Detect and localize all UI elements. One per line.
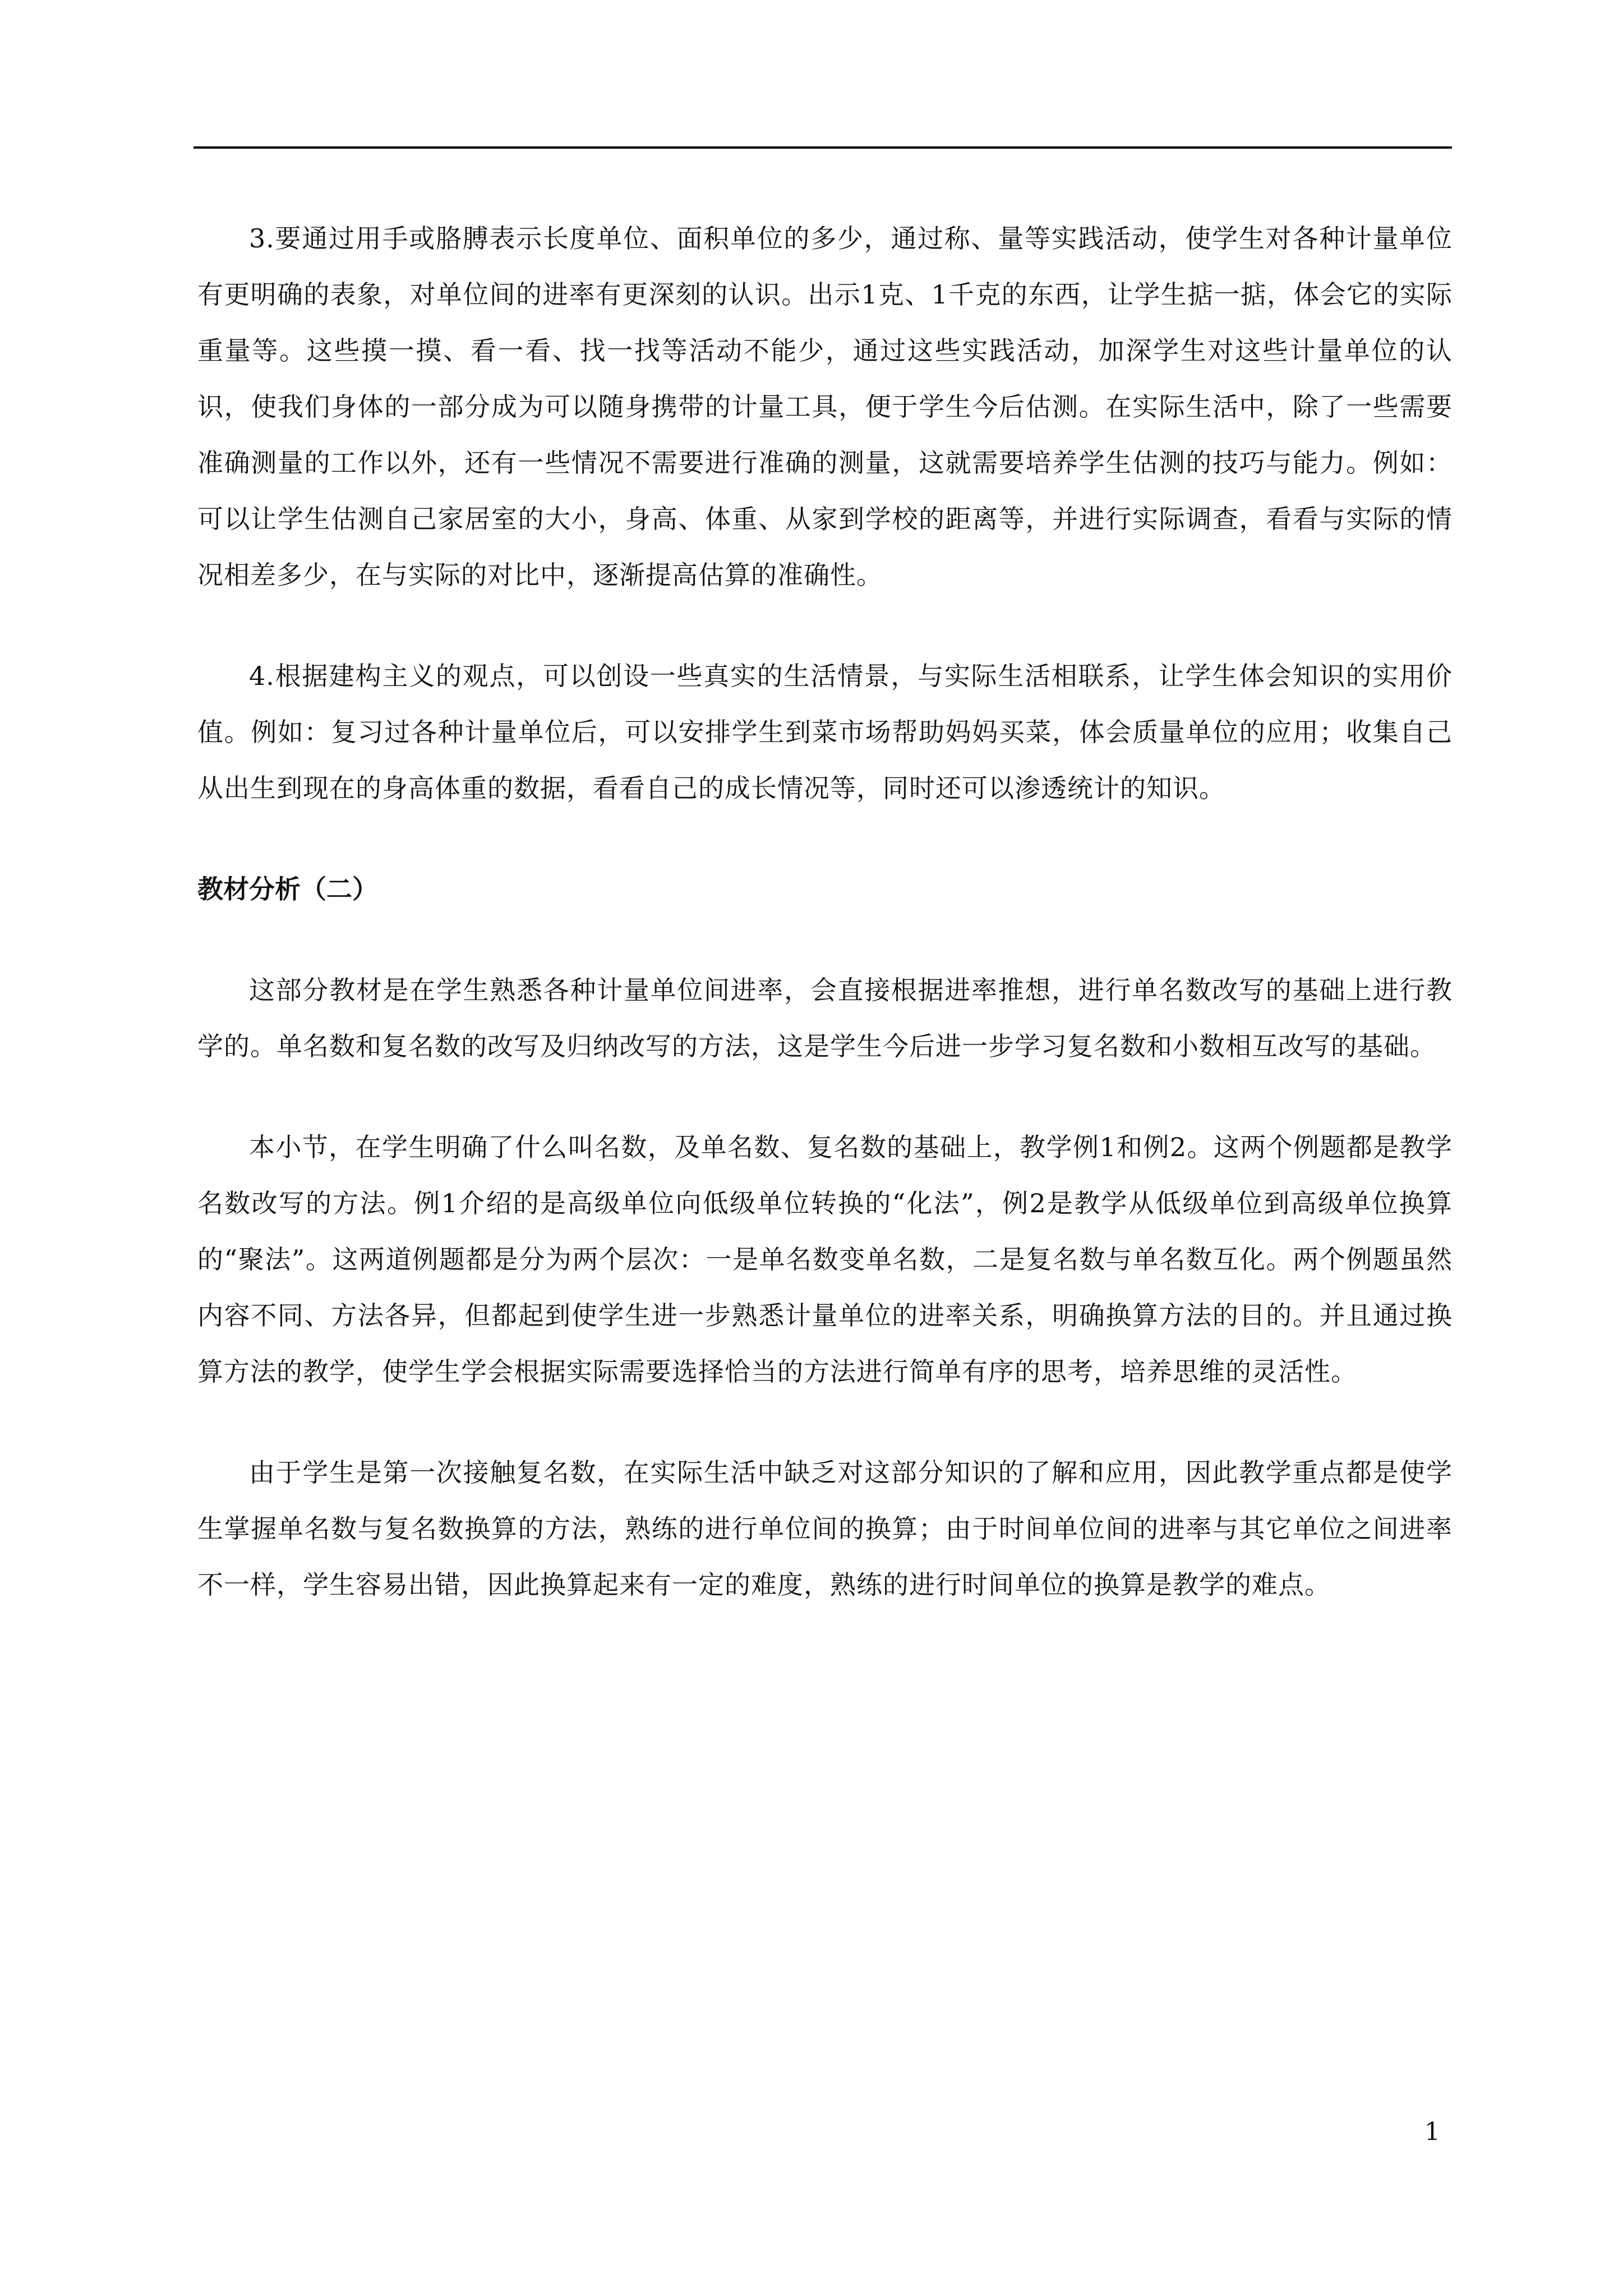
section-heading: 教材分析（二）: [197, 874, 378, 904]
page-number: 1: [1424, 2118, 1440, 2146]
paragraph-material-overview: 这部分教材是在学生熟悉各种计量单位间进率，会直接根据进率推想，进行单名数改写的基础上进行教学的。单名数和复名数的改写及归纳改写的方法，这是学生今后进一步学习复名数和小数相互改写的基础。: [197, 975, 1453, 1061]
paragraph-key-difficulties: 由于学生是第一次接触复名数，在实际生活中缺乏对这部分知识的了解和应用，因此教学重点都是使学生掌握单名数与复名数换算的方法，熟练的进行单位间的换算；由于时间单位间的进率与其它单位之间进率不一样，学生容易出错，因此换算起来有一定的难度，熟练的进行时间单位的换算是教学的难点。: [197, 1457, 1453, 1600]
header-rule: [193, 146, 1452, 149]
paragraph-4-constructivism: 4.根据建构主义的观点，可以创设一些真实的生活情景，与实际生活相联系，让学生体会知识的实用价值。例如：复习过各种计量单位后，可以安排学生到菜市场帮助妈妈买菜，体会质量单位的应用；收集自己从出生到现在的身高体重的数据，看看自己的成长情况等，同时还可以渗透统计的知识。: [197, 661, 1453, 803]
document-body: [197, 210, 1453, 1613]
paragraph-3-measurement-activities: 3.要通过用手或胳膊表示长度单位、面积单位的多少，通过称、量等实践活动，使学生对各种计量单位有更明确的表象，对单位间的进率有更深刻的认识。出示1克、1千克的东西，让学生掂一掂，体会它的实际重量等。这些摸一摸、看一看、找一找等活动不能少，通过这些实践活动，加深学生对这些计量单位的认识，使我们身体的一部分成为可以随身携带的计量工具，便于学生今后估测。在实际生活中，除了一些需要准确测量的工作以外，还有一些情况不需要进行准确的测量，这就需要培养学生估测的技巧与能力。例如：可以让学生估测自己家居室的大小，身高、体重、从家到学校的距离等，并进行实际调查，看看与实际的情况相差多少，在与实际的对比中，逐渐提高估算的准确性。: [197, 223, 1453, 590]
paragraph-examples: 本小节，在学生明确了什么叫名数，及单名数、复名数的基础上，教学例1和例2。这两个例题都是教学名数改写的方法。例1介绍的是高级单位向低级单位转换的“化法”，例2是教学从低级单位到高级单位换算的“聚法”。这两道例题都是分为两个层次：一是单名数变单名数，二是复名数与单名数互化。两个例题虽然内容不同、方法各异，但都起到使学生进一步熟悉计量单位的进率关系，明确换算方法的目的。并且通过换算方法的教学，使学生学会根据实际需要选择恰当的方法进行简单有序的思考，培养思维的灵活性。: [197, 1132, 1453, 1387]
